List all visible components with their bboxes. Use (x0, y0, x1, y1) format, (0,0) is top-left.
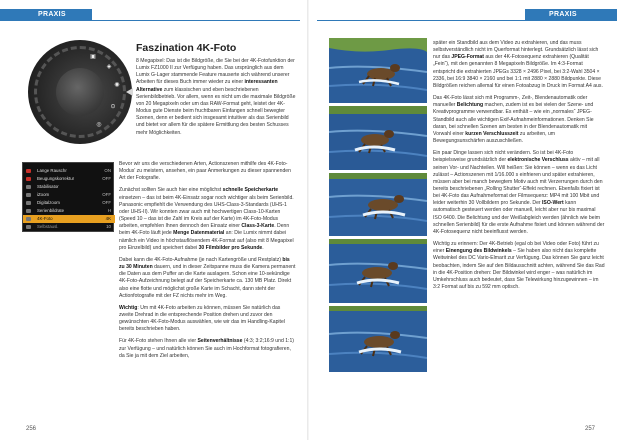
text-emphasis: 30 Filmbilder pro Sekunde (198, 244, 263, 251)
4k-icon (26, 217, 31, 221)
sequence-photo-5 (329, 306, 427, 372)
dial-center (56, 68, 104, 116)
text-emphasis: elektronische Verschluss (507, 157, 569, 164)
text-run: (4:3; 3:2;16:9 und 1:1) zur Verfügung – und natürlich können Sie auch im Hochformat fotografieren, da Sie ja mit dem Ziel arbeiten, (119, 338, 294, 359)
text-run: – Sie haben also nicht das komplette Weitwinkel des DC Vario-Elmarit zur Verfügung. Das können Sie ganz leicht beobachten, indem Sie auf den Bildausschnitt achten, während Sie das Rad in die 4K-Position drehen: Der Bildwinkel wird enger – was natürlich im Umkehrschluss auch bedeutet, dass Sie Telewirkung hinzugewinnen – im 3:2 Format auf bis zu 592 mm optisch. (433, 248, 605, 290)
text-run: später ein Standbild aus dem Video zu extrahieren, und das muss selbstverständlich nicht im Querformat hinterlegt. Grundsätzlich lässt sich nur das (433, 40, 599, 61)
text-run: einsetzen – das ist beim 4K-Einsatz sogar noch wichtiger als beim Serienbild. Panasonic empfiehlt die Verwendung des UHS-Class-3-Standards (UHS-1 oder UHS-II). Wir konnten zwar auch mit hochwertigen Class-10-Karten (Speed 10 – das ist die Zahl im Kreis auf der Karte) im 4K-Foto-Modus arbeiten, empfehlen Ihnen dennoch den Einsatz einer (119, 194, 294, 230)
sequence-photo-1 (329, 38, 427, 103)
gear-icon (26, 201, 31, 205)
text-run: an: Die Lumix nimmt dabei nämlich ein Video in höchstauflösendem 4K-Format auf (also mit 8 Megapixel pro Einzelbild) und speichert dabei (119, 230, 294, 251)
section-label: PRAXIS (38, 11, 66, 18)
text-run: Ein paar Dinge lassen sich nicht verändern. So ist bei 4K-Foto beispielsweise grundsätzlich der (433, 150, 574, 164)
text-emphasis: kurzen Verschlusszeit (465, 130, 519, 137)
text-run: zu arbeiten, um Bewegungsunschärfen auszuschließen. (433, 130, 556, 145)
menu-row-label: Digitalzoom (37, 200, 60, 205)
menu-row (23, 199, 115, 207)
gear-icon (26, 193, 31, 197)
menu-row-selected (23, 215, 115, 223)
menu-row-value: H (107, 208, 111, 213)
text-run: Für 4K-Foto stehen Ihnen alle vier (119, 338, 198, 345)
header-rule (317, 20, 617, 21)
sequence-photo-4 (329, 239, 427, 303)
text-emphasis: schnelle Speicherkarte (222, 187, 279, 194)
menu-row-label: Lange Rauschr (37, 168, 67, 173)
paragraph (119, 305, 296, 334)
text-emphasis: interessanten Alternative (136, 79, 278, 93)
text-emphasis: Belichtung (456, 102, 484, 109)
menu-row (23, 223, 115, 231)
text-emphasis: bis zu 30 Minuten (119, 256, 290, 271)
paragraph (119, 338, 296, 359)
text-emphasis: Menge Datenmaterial (173, 230, 225, 237)
menu-row-label: Serienbildrate (37, 208, 65, 213)
dial-mark-icon: ⊙ (110, 104, 116, 110)
menu-row-value: 4K (105, 216, 111, 221)
menu-row-value: OFF (102, 200, 111, 205)
section-label: PRAXIS (549, 11, 577, 18)
mode-dial-photo (28, 40, 134, 140)
dial-mark-icon: ◈ (106, 64, 112, 70)
text-emphasis: Wichtig (119, 304, 138, 311)
menu-row-label: 4K-Foto (37, 216, 53, 221)
menu-row-label: iZoom (37, 192, 50, 197)
menu-row (23, 167, 115, 175)
text-run: : Um mit 4K-Foto arbeiten zu können, müssen Sie natürlich das zweite Drehrad in die entsprechende Position drehen und zuvor den gewünschten 4K-Foto-Modus auswählen, wie wir das im Handling-Kapitel bereits beschrieben haben. (119, 304, 285, 333)
text-run: . (262, 244, 264, 251)
menu-row (23, 183, 115, 191)
menu-row-label: Stabilisator (37, 184, 59, 189)
dial-mark-icon: ◎ (96, 122, 102, 128)
camera-menu-screen (22, 162, 114, 232)
sequence-photo-2 (329, 106, 427, 170)
text-emphasis: Seitenverhältnisse (197, 338, 243, 345)
header-rule (0, 20, 300, 21)
camera-icon (26, 169, 31, 173)
text-run: machen, zudem ist es bei vielen der Szene- und Kreativprogramme verwendbar. Es enthält – wie ein „normales“ JPEG-Standbild auch alle wichtigen Exif-Aufnahmeinformationen. Denken Sie daran, bei schnellen Szenen am besten in der Blendenautomatik mit Vorwahl einer (433, 102, 594, 137)
article-title: Faszination 4K-Foto (136, 42, 237, 54)
wrench-icon (26, 209, 31, 213)
text-emphasis: Class-3-Karte (241, 223, 275, 230)
text-run: Das 4K-Foto lässt sich mit Programm-, Zeit-, Blendenautomatik oder manueller (433, 95, 588, 109)
text-emphasis: ISO-Wert (542, 200, 564, 207)
text-run: Zunächst sollten Sie auch hier eine möglichst (119, 187, 223, 194)
camera-icon (26, 177, 31, 181)
text-run: . Denn beim 4K-Foto läuft jede (119, 223, 290, 237)
text-emphasis: JPEG-Format (451, 54, 484, 61)
text-run: 8 Megapixel: Das ist die Bildgröße, die Sie bei der 4K-Fotofunktion der Lumix FZ1000 II zur Verfügung haben. Das ursprünglich aus dem Lumix G-Lager stammende Feature mauserte sich während unserer Arbeiten für dieses Buch immer wieder zu einer (136, 58, 295, 86)
video-icon (26, 185, 31, 189)
dial-mark-icon: ◉ (114, 82, 120, 88)
menu-row (23, 207, 115, 215)
paragraph (433, 95, 605, 145)
paragraph (433, 40, 605, 90)
lead-paragraph (136, 58, 296, 137)
right-page (309, 0, 617, 440)
paragraph (119, 187, 296, 251)
menu-row-value: ON (104, 168, 111, 173)
left-page (0, 0, 308, 440)
paragraph (119, 257, 296, 300)
sequence-photo-3 (329, 173, 427, 236)
menu-row-label: Beugungskorrektur (37, 176, 75, 181)
text-run: Bevor wir uns die verschiedenen Arten, Actionszenen mithilfe des 4K-Foto-Modus’ zu meistern, ansehen, ein paar Anmerkungen zu dieser spannenden Art der Fotografie. (119, 161, 291, 182)
menu-row (23, 175, 115, 183)
menu-row-value: OFF (102, 192, 111, 197)
paragraph (433, 241, 605, 291)
dial-mark-icon: ▣ (90, 54, 96, 60)
page-number-left: 256 (26, 426, 37, 432)
dial-pointer-icon (126, 88, 133, 96)
body-text-left (119, 161, 296, 365)
page-number-right: 257 (584, 426, 595, 432)
text-emphasis: Einengung des Bildwinkels (445, 248, 512, 255)
text-run: Wichtig zu erinnern: Der 4K-Betrieb (egal ob bei Video oder Foto) führt zu einer (433, 241, 599, 255)
paragraph (433, 150, 605, 236)
menu-row-value: 10 (106, 224, 111, 229)
paragraph (119, 161, 296, 182)
menu-row (23, 191, 115, 199)
menu-row-value: OFF (102, 176, 111, 181)
body-text-right (433, 40, 605, 296)
text-run: zum klassischen und eben beschriebenen Serienbildbetrieb. Vor allem, wenn es nicht um die maximale Bildgröße von 20 Megapixeln oder um das RAW-Format geht, leistet der 4K-Modus gute Dienste beim fruchtbaren Einfangen schnell bewegter Szenen, denn er bedient sich insgesamt intuitiver als das Serienbild und bietet vor allem für die spätere Ermittlung des besten Schusses mehr Möglichkeiten. (136, 86, 296, 136)
menu-row-label: Selbstausl. (37, 224, 59, 229)
timer-icon (26, 225, 31, 229)
text-run: Dabei kann die 4K-Foto-Aufnahme (je nach Kartengröße und Restplatz) (119, 256, 283, 263)
text-run: aktiv – mit all seinen Vor- und Nachteilen. Will heißen: Sie können – wenn es das Licht zulässt – Actionszenen mit 1/16.000 s einfrieren und später extrahieren, müssen aber bei manch bewegtem Motiv auch mit Verzerrungen durch den bereits beschriebenen „Rolling Shutter“-Effekt rechnen. Ebenfalls fixiert ist bei 4K-Foto das Aufnahmeformat der Filmsequenz: MP4 mit 100 Mbit und leider weiterhin 30 Vollbildern pro Sekunde. Der (433, 157, 603, 207)
text-run: kann automatisch gesteuert werden oder manuell, leicht aber nur bis maximal ISO 6400. Die Belichtung und der Weißabgleich werden (ähnlich wie beim schnellen Serienbild) für die erste Aufnahme fixiert und können während der 4K-Fotosequenz nicht beeinflusst werden. (433, 200, 605, 235)
text-run: dauern, und in dieser Zeitspanne muss die Kamera permanent die Daten aus dem Puffer an die Karte auslagern. Schon eine 10-sekündige 4K-Foto-Aufzeichnung belegt auf der Speicherkarte ca. 130 MB Platz. Direkt also eine flotte und möglichst große Karte im Schacht, dann steht der Actionfotografie mit der FZ nichts mehr im Weg. (119, 264, 296, 299)
text-run: aus der 4K-Fotosequenz extrahieren (Qualität „Fein“), mit den genannten 8 Megapixeln Bildgröße. Im 4:3-Format entspricht die extrahierten JPEGs 3328 × 2496 Pixel, bei 3:2-Wahl 3504 × 2336, bei 16:9 3840 × 2160 und bei 1:1 mit 2880 × 2880 Bildpunkte. Diese Bildgrößen reichen allemal für einen Fotoabzug in Druck im Format A4 aus. (433, 54, 603, 89)
